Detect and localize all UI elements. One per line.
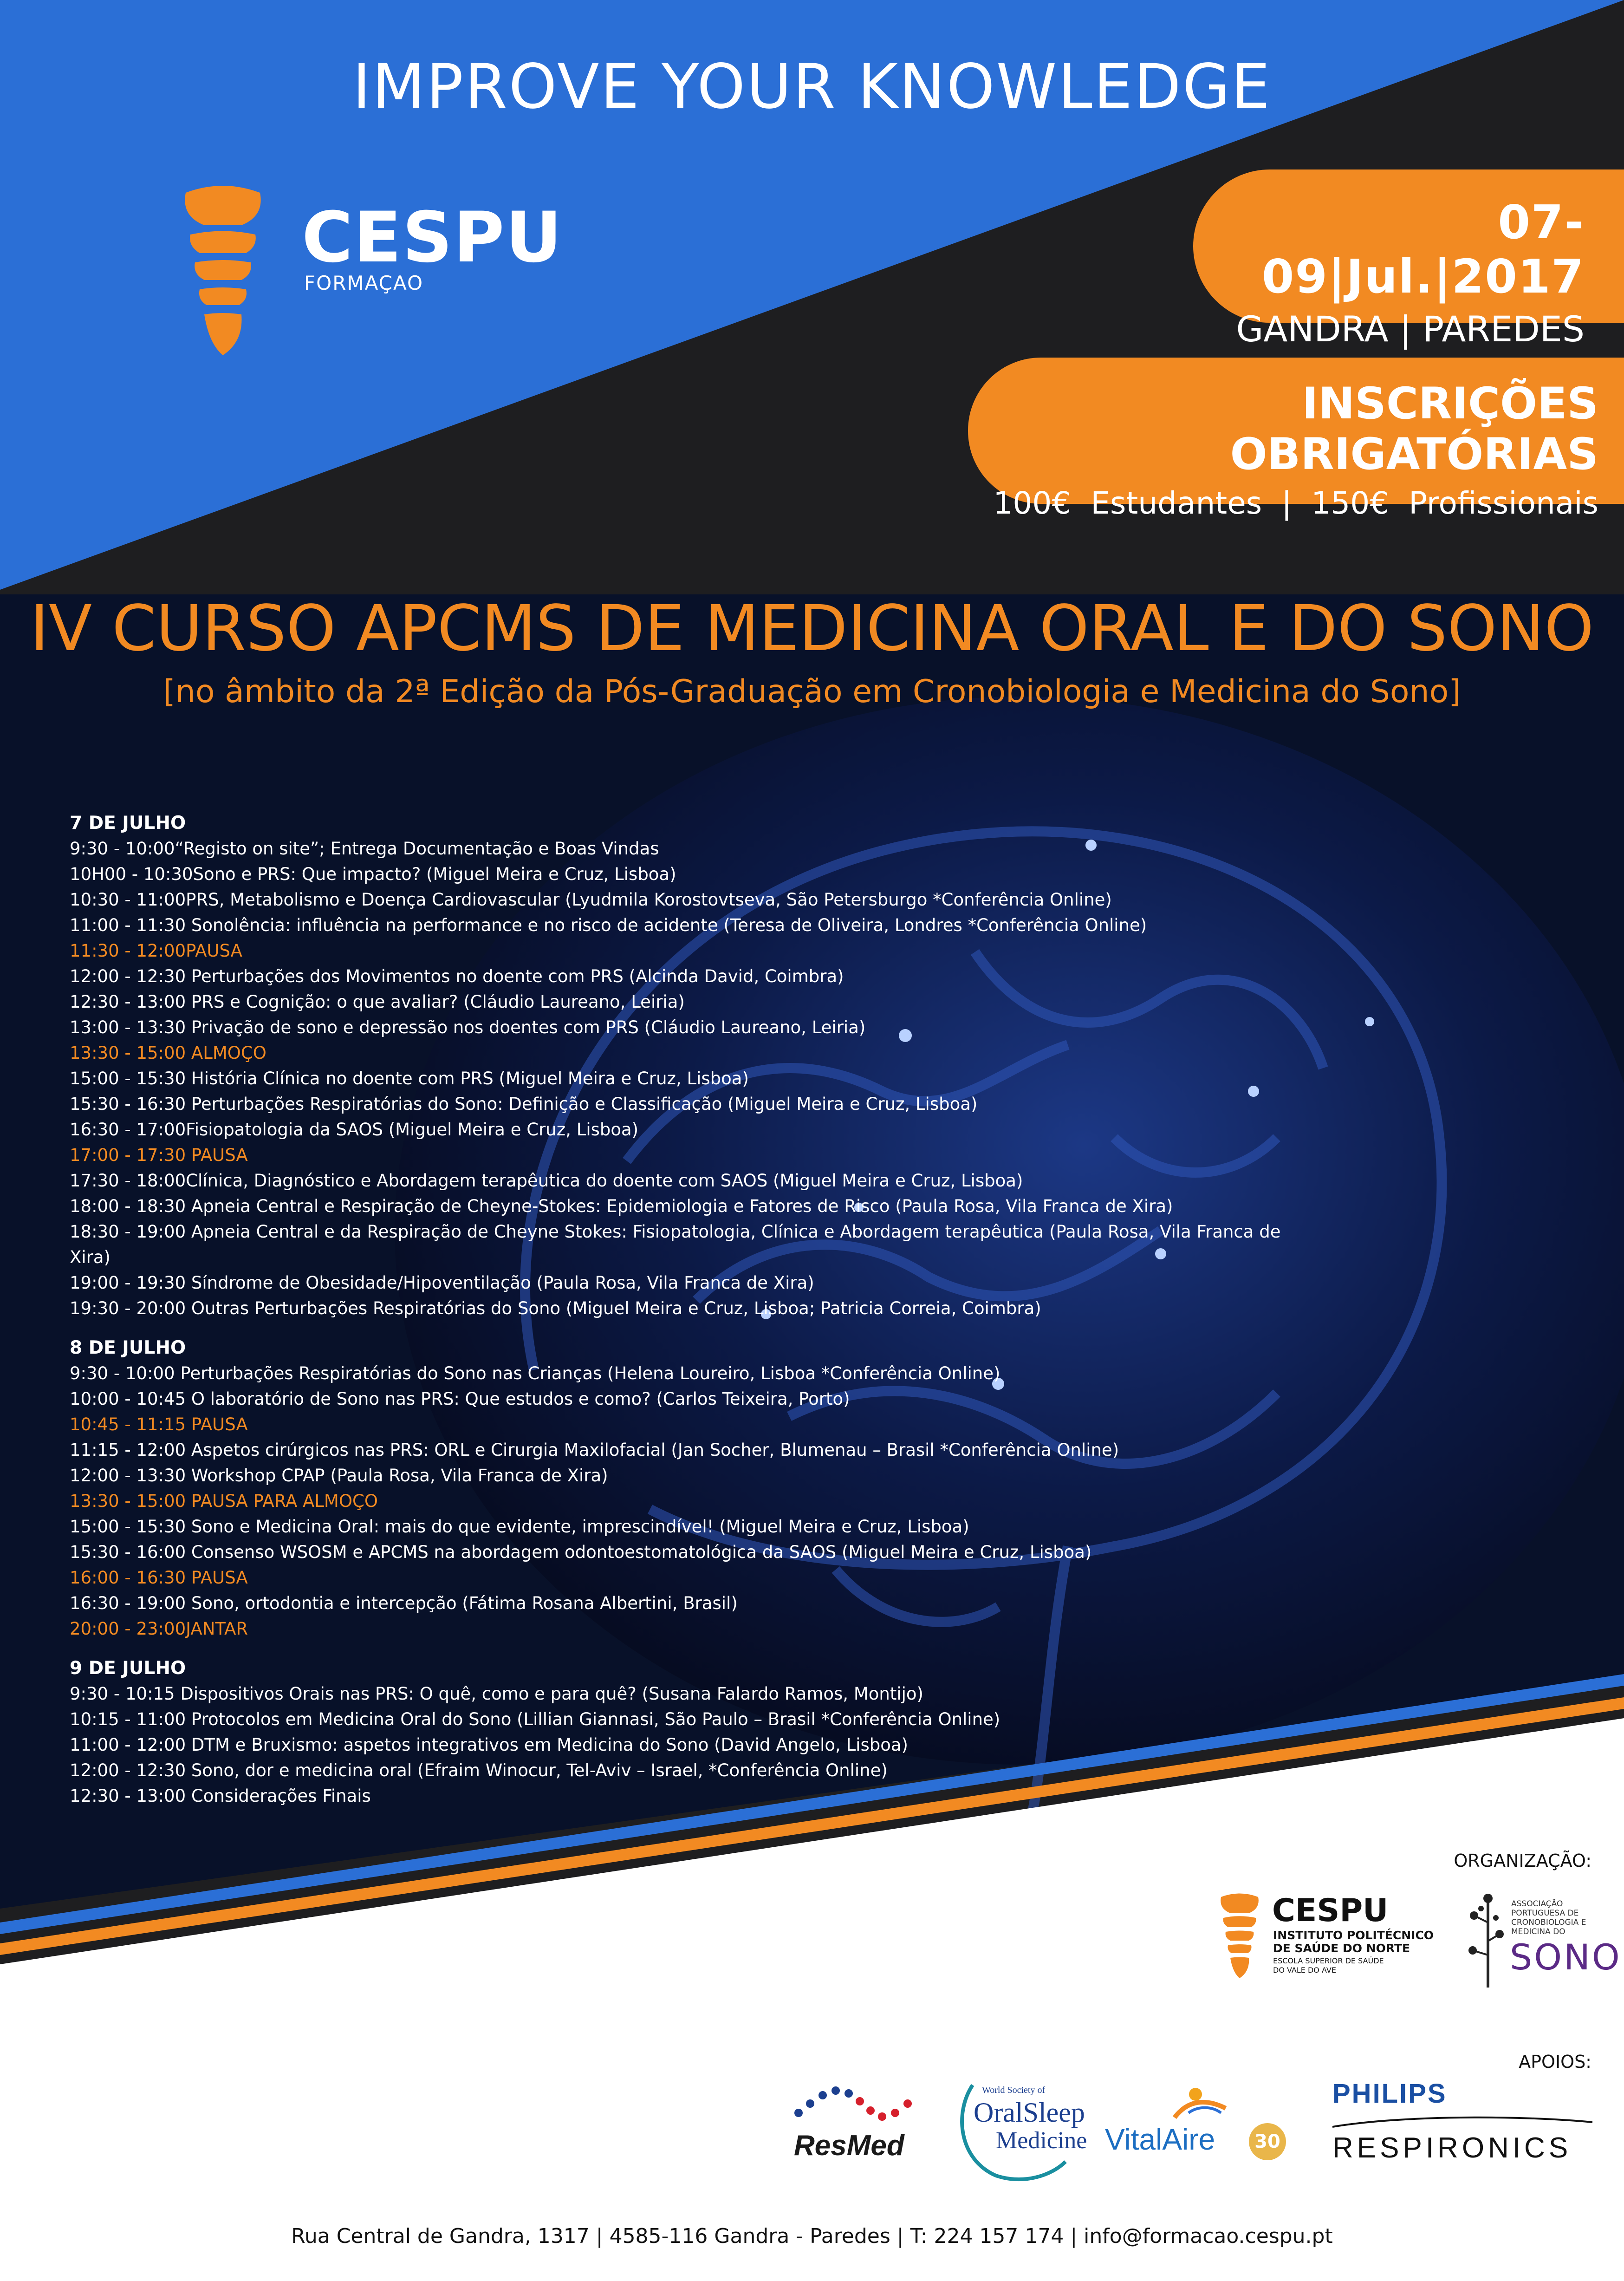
event-dates: 07-09|Jul.|2017	[1261, 195, 1585, 304]
apcms-logo	[1467, 1890, 1622, 1997]
registration-prices: 100€ Estudantes | 150€ Profissionais	[993, 485, 1598, 521]
organization-label: ORGANIZAÇÃO:	[1454, 1851, 1592, 1871]
philips-name: PHILIPS	[1332, 2079, 1447, 2109]
schedule-item: 11:00 - 12:00 DTM e Bruxismo: aspetos integrativos em Medicina do Sono (David Angelo, Lisboa)	[70, 1735, 908, 1755]
schedule-item: 9:30 - 10:15 Dispositivos Orais nas PRS: O quê, como e para quê? (Susana Falardo Ramos, Montijo)	[70, 1684, 923, 1704]
schedule-item: 12:30 - 13:00 PRS e Cognição: o que avaliar? (Cláudio Laureano, Leiria)	[70, 992, 685, 1012]
course-subtitle: [no âmbito da 2ª Edição da Pós-Graduação em Cronobiologia e Medicina do Sono]	[163, 673, 1461, 710]
cespu-org-logo	[1216, 1892, 1458, 1985]
schedule-item: 15:30 - 16:30 Perturbações Respiratórias do Sono: Definição e Classificação (Miguel Meira e Cruz, Lisboa)	[70, 1094, 978, 1114]
apcms-line4: MEDICINA DO	[1511, 1927, 1566, 1936]
resmed-logo	[789, 2076, 919, 2173]
schedule-item: 15:00 - 15:30 Sono e Medicina Oral: mais do que evidente, imprescindível! (Miguel Meira e Cruz, Lisboa)	[70, 1517, 969, 1537]
cespu-logo	[176, 183, 563, 360]
footer-contact: Rua Central de Gandra, 1317 | 4585-116 Gandra - Paredes | T: 224 157 174 | info@formacao.cespu.pt	[291, 2224, 1333, 2248]
tree-icon	[1467, 1890, 1504, 1988]
vitalaire-30-badge	[1249, 2123, 1286, 2160]
schedule-day	[70, 1335, 1323, 1642]
philips-respironics-logo	[1332, 2078, 1602, 2171]
apcms-line5: SONO	[1510, 1936, 1622, 1978]
schedule-item: 11:15 - 12:00 Aspetos cirúrgicos nas PRS: ORL e Cirurgia Maxilofacial (Jan Socher, Blumenau – Brasil *Conferência Online)	[70, 1440, 1119, 1460]
schedule-day-title: 7 DE JULHO	[70, 813, 186, 834]
respironics-name: RESPIRONICS	[1332, 2132, 1572, 2164]
apcms-line2: PORTUGUESA DE	[1511, 1909, 1579, 1918]
oralsleep-line3: Medicine	[996, 2127, 1087, 2154]
cespu-org-line3: ESCOLA SUPERIOR DE SAÚDE	[1273, 1956, 1384, 1965]
schedule-item: 12:00 - 13:30 Workshop CPAP (Paula Rosa, Vila Franca de Xira)	[70, 1466, 608, 1486]
oralsleep-line1: World Society of	[982, 2085, 1046, 2095]
apcms-line1: ASSOCIAÇÃO	[1511, 1899, 1563, 1909]
schedule-item: 10:15 - 11:00 Protocolos em Medicina Oral do Sono (Lillian Giannasi, São Paulo – Brasil *Conferência Online)	[70, 1709, 1000, 1729]
schedule-item: 18:00 - 18:30 Apneia Central e Respiração de Cheyne-Stokes: Epidemiologia e Fatores de Risco (Paula Rosa, Vila Franca de Xira)	[70, 1196, 1173, 1216]
schedule-item: 13:00 - 13:30 Privação de sono e depressão nos doentes com PRS (Cláudio Laureano, Leiria)	[70, 1017, 866, 1037]
event-location: GANDRA | PAREDES	[1236, 308, 1585, 350]
schedule-item: 10H00 - 10:30Sono e PRS: Que impacto? (Miguel Meira e Cruz, Lisboa)	[70, 864, 676, 884]
logo-name: CESPU	[302, 197, 563, 278]
schedule-day	[70, 810, 1323, 1321]
schedule-day-title: 9 DE JULHO	[70, 1658, 186, 1679]
cespu-org-name: CESPU	[1272, 1892, 1389, 1929]
schedule-item: 19:00 - 19:30 Síndrome de Obesidade/Hipoventilação (Paula Rosa, Vila Franca de Xira)	[70, 1273, 814, 1293]
schedule-item: 10:30 - 11:00PRS, Metabolismo e Doença Cardiovascular (Lyudmila Korostovtseva, São Petersburgo *Conferência Online)	[70, 890, 1112, 910]
schedule-break-item: 11:30 - 12:00PAUSA	[70, 941, 242, 961]
schedule-break-item: 10:45 - 11:15 PAUSA	[70, 1414, 248, 1434]
schedule-break-item: 20:00 - 23:00JANTAR	[70, 1619, 248, 1639]
schedule-item: 15:30 - 16:00 Consenso WSOSM e APCMS na abordagem odontoestomatológica da SAOS (Miguel Meira e Cruz, Lisboa)	[70, 1542, 1092, 1562]
schedule	[70, 810, 1323, 1823]
schedule-item: 15:00 - 15:30 História Clínica no doente com PRS (Miguel Meira e Cruz, Lisboa)	[70, 1069, 749, 1088]
event-date-badge	[1193, 169, 1624, 350]
schedule-item: 19:30 - 20:00 Outras Perturbações Respiratórias do Sono (Miguel Meira e Cruz, Lisboa; Patricia Correia, Coimbra)	[70, 1298, 1041, 1318]
logo-subtitle: FORMAÇAO	[304, 272, 424, 294]
oralsleep-logo	[954, 2076, 1087, 2183]
schedule-item: 17:30 - 18:00Clínica, Diagnóstico e Abordagem terapêutica do doente com SAOS (Miguel Meira e Cruz, Lisboa)	[70, 1171, 1023, 1191]
cespu-org-line4: DO VALE DO AVE	[1273, 1966, 1336, 1975]
schedule-item: 10:00 - 10:45 O laboratório de Sono nas PRS: Que estudos e como? (Carlos Teixeira, Porto)	[70, 1389, 850, 1409]
schedule-item: 16:30 - 17:00Fisiopatologia da SAOS (Miguel Meira e Cruz, Lisboa)	[70, 1120, 639, 1140]
course-title: IV CURSO APCMS DE MEDICINA ORAL E DO SONO	[30, 592, 1594, 665]
registration-badge	[968, 358, 1624, 521]
cespu-org-line1: INSTITUTO POLITÉCNICO	[1273, 1929, 1434, 1942]
schedule-item: 9:30 - 10:00 Perturbações Respiratórias do Sono nas Crianças (Helena Loureiro, Lisboa *Conferência Online)	[70, 1363, 1000, 1383]
philips-swoosh-icon	[1332, 2113, 1592, 2131]
schedule-item: 9:30 - 10:00“Registo on site”; Entrega Documentação e Boas Vindas	[70, 839, 659, 859]
schedule-day-title: 8 DE JULHO	[70, 1337, 186, 1358]
cespu-org-line2: DE SAÚDE DO NORTE	[1273, 1942, 1410, 1955]
schedule-break-item: 13:30 - 15:00 ALMOÇO	[70, 1043, 266, 1063]
resmed-wave-icon	[789, 2076, 919, 2127]
schedule-item: 12:30 - 13:00 Considerações Finais	[70, 1786, 371, 1806]
schedule-break-item: 13:30 - 15:00 PAUSA PARA ALMOÇO	[70, 1491, 378, 1511]
registration-title: INSCRIÇÕES OBRIGATÓRIAS	[1230, 378, 1598, 480]
schedule-item: 12:00 - 12:30 Perturbações dos Movimentos no doente com PRS (Alcinda David, Coimbra)	[70, 966, 844, 986]
oralsleep-line2: OralSleep	[974, 2097, 1085, 2128]
schedule-break-item: 17:00 - 17:30 PAUSA	[70, 1145, 248, 1165]
vitalaire-name: VitalAire	[1105, 2123, 1215, 2156]
vitalaire-sun-icon	[1161, 2080, 1235, 2122]
cespu-org-icon	[1216, 1892, 1263, 1981]
resmed-name: ResMed	[794, 2130, 904, 2162]
header-title: IMPROVE YOUR KNOWLEDGE	[352, 51, 1272, 123]
schedule-item: 12:00 - 12:30 Sono, dor e medicina oral (Efraim Winocur, Tel-Aviv – Israel, *Conferência Online)	[70, 1760, 888, 1780]
schedule-break-item: 16:00 - 16:30 PAUSA	[70, 1568, 248, 1588]
schedule-item: 11:00 - 11:30 Sonolência: influência na performance e no risco de acidente (Teresa de Oliveira, Londres *Conferência Online)	[70, 915, 1147, 935]
schedule-item: 16:30 - 19:00 Sono, ortodontia e intercepção (Fátima Rosana Albertini, Brasil)	[70, 1593, 738, 1613]
vitalaire-badge-text: 30	[1254, 2131, 1280, 2152]
schedule-day	[70, 1655, 1323, 1809]
apcms-line3: CRONOBIOLOGIA E	[1511, 1918, 1586, 1927]
vitalaire-logo	[1105, 2080, 1300, 2173]
schedule-item: 18:30 - 19:00 Apneia Central e da Respiração de Cheyne Stokes: Fisiopatologia, Clínica e Abordagem terapêutica (Paula Rosa, Vila Franca de Xira)	[70, 1222, 1281, 1267]
supporters-label: APOIOS:	[1519, 2052, 1592, 2072]
cespu-logo-icon	[176, 183, 269, 360]
